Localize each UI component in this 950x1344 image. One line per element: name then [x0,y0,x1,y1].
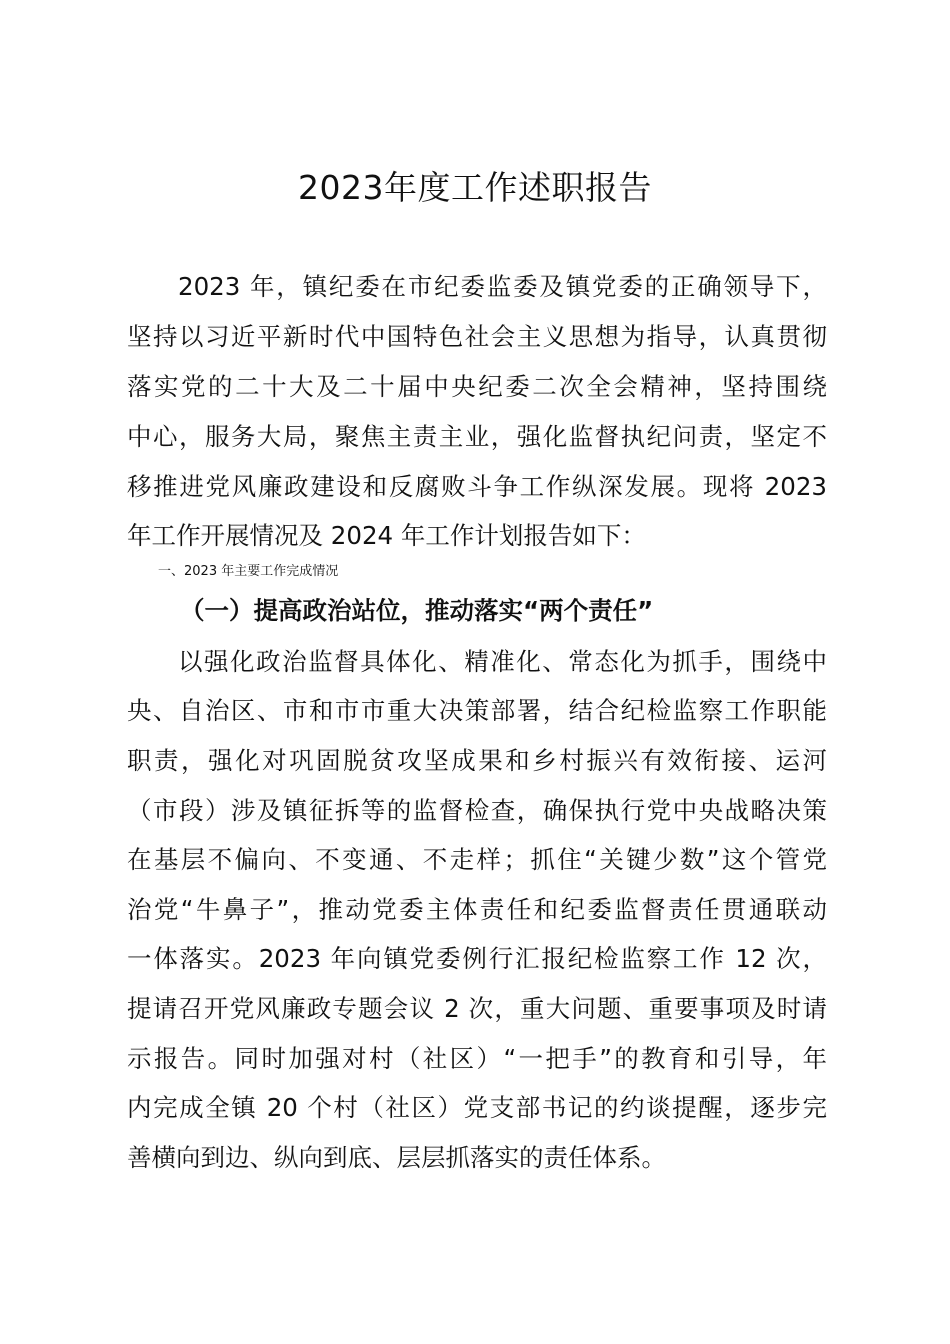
intro-line: 2023 年，镇纪委在市纪委监委及镇党委的正确领导下， [178,272,827,301]
body-line: 职责，强化对巩固脱贫攻坚成果和乡村振兴有效衔接、运河 [127,746,827,775]
body-line: 提请召开党风廉政专题会议 2 次，重大问题、重要事项及时请 [127,994,827,1023]
intro-line: 移推进党风廉政建设和反腐败斗争工作纵深发展。现将 2023 [127,472,827,501]
intro-line: 坚持以习近平新时代中国特色社会主义思想为指导，认真贯彻 [127,322,827,351]
subsection-heading: （一）提高政治站位，推动落实“两个责任” [180,596,654,625]
body-line: 治党“牛鼻子”，推动党委主体责任和纪委监督责任贯通联动 [127,895,827,924]
body-line: 央、自治区、市和市市重大决策部署，结合纪检监察工作职能 [127,696,827,725]
body-line: 内完成全镇 20 个村（社区）党支部书记的约谈提醒，逐步完 [127,1093,827,1122]
body-line: 一体落实。2023 年向镇党委例行汇报纪检监察工作 12 次， [127,944,827,973]
intro-line: 落实党的二十大及二十届中央纪委二次全会精神，坚持围绕 [127,372,827,401]
document-title: 2023年度工作述职报告 [298,168,652,207]
body-line: 在基层不偏向、不变通、不走样；抓住“关键少数”这个管党 [127,845,827,874]
body-line: 示报告。同时加强对村（社区）“一把手”的教育和引导，年 [127,1044,827,1073]
body-line: （市段）涉及镇征拆等的监督检查，确保执行党中央战略决策 [127,796,827,825]
intro-line: 中心，服务大局，聚焦主责主业，强化监督执纪问责，坚定不 [127,422,827,451]
section-heading: 一、2023 年主要工作完成情况 [158,564,339,579]
body-line: 善横向到边、纵向到底、层层抓落实的责任体系。 [127,1143,666,1172]
body-line: 以强化政治监督具体化、精准化、常态化为抓手，围绕中 [178,647,827,676]
intro-line: 年工作开展情况及 2024 年工作计划报告如下： [127,521,646,550]
